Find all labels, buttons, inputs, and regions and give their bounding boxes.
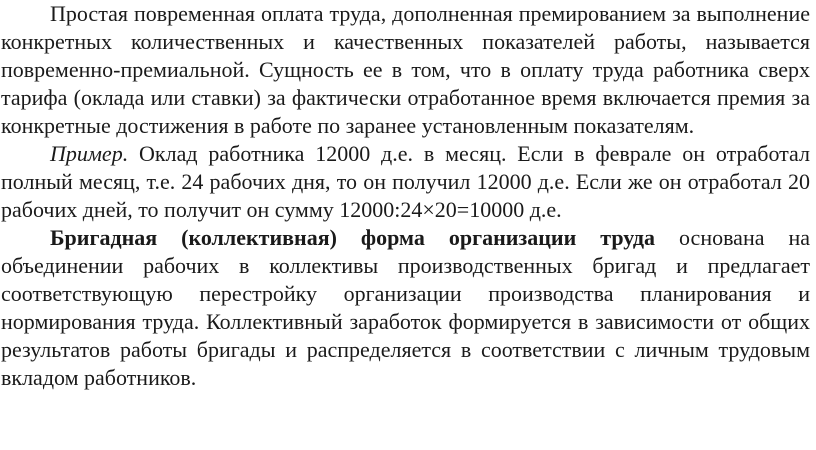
brigade-term: Бригадная (коллективная) форма организации труда (50, 225, 656, 250)
paragraph-3-text: основана на объединении рабочих в коллективы производственных бригад и предлагает соответствующую перестройку организации производства планирования и нормирования труда. Коллективный заработок формируется в зависимости от общих результатов работы бригады и распределяется в соответствии с личным трудовым вкладом работников. (1, 225, 810, 390)
paragraph-2-text: Оклад работника 12000 д.е. в месяц. Если в феврале он отработал полный месяц, т.е. 24 рабочих дня, то он получил 12000 д.е. Если же он отработал 20 рабочих дней, то получит он сумму 12000:24×20=10000 д.е. (1, 141, 810, 222)
paragraph-brigade-form (1, 224, 810, 392)
example-label: Пример. (50, 141, 129, 166)
paragraph-time-bonus-pay (1, 0, 810, 140)
paragraph-example (1, 140, 810, 224)
paragraph-1-text: Простая повременная оплата труда, дополненная премированием за выполнение конкретных количественных и качественных показателей работы, называется повременно-премиальной. Сущность ее в том, что в оплату труда работника сверх тарифа (оклада или ставки) за фактически отработанное время включается премия за конкретные достижения в работе по заранее установленным показателям. (1, 1, 810, 138)
